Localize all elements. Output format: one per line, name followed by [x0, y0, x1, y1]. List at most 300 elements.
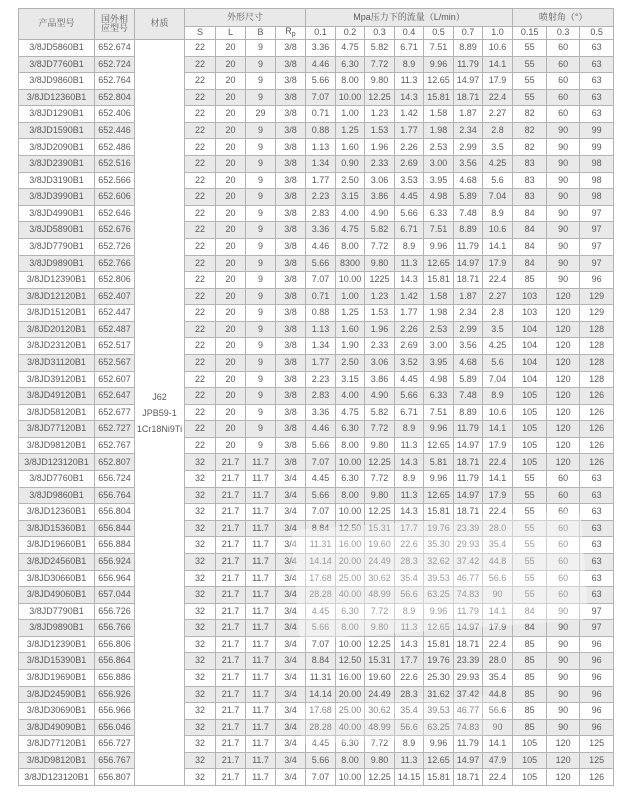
- flow-value-cell: 31.62: [424, 686, 454, 703]
- flow-value-cell: 14.3: [395, 636, 424, 653]
- spray-angle-cell: 98: [580, 156, 614, 173]
- flow-value-cell: 28.0: [483, 653, 513, 670]
- flow-value-cell: 11.79: [454, 471, 483, 488]
- table-row: [19, 371, 614, 388]
- dim-b-cell: 11.7: [246, 719, 276, 736]
- foreign-model-cell: 656.884: [95, 537, 135, 554]
- foreign-model-cell: 656.844: [95, 520, 135, 537]
- spray-angle-cell: 120: [547, 354, 580, 371]
- spray-angle-cell: 97: [580, 238, 614, 255]
- flow-value-cell: 7.51: [424, 404, 454, 421]
- flow-value-cell: 63.25: [424, 587, 454, 604]
- spray-angle-cell: 104: [513, 321, 547, 338]
- dim-rp-cell: 3/4: [276, 686, 306, 703]
- flow-value-cell: 5.6: [483, 172, 513, 189]
- dim-b-cell: 9: [246, 404, 276, 421]
- spray-angle-cell: 55: [513, 89, 547, 106]
- spray-angle-cell: 90: [547, 189, 580, 206]
- flow-value-cell: 24.49: [365, 553, 395, 570]
- spray-angle-cell: 63: [580, 56, 614, 73]
- flow-value-cell: 2.27: [483, 288, 513, 305]
- flow-value-cell: 4.46: [306, 56, 336, 73]
- dim-l-cell: 20: [216, 354, 246, 371]
- flow-value-cell: 4.45: [395, 189, 424, 206]
- dim-rp-cell: 3/8: [276, 288, 306, 305]
- dim-rp-cell: 3/4: [276, 736, 306, 753]
- header-spray-0_5: 0.5: [580, 27, 614, 40]
- flow-value-cell: 30.62: [365, 570, 395, 587]
- flow-value-cell: 37.42: [454, 553, 483, 570]
- flow-value-cell: 14.97: [454, 620, 483, 637]
- product-model-cell: 3/8JD30660B1: [19, 570, 95, 587]
- material-line: JPB59-1: [142, 407, 177, 418]
- dim-rp-cell: 3/8: [276, 205, 306, 222]
- table-row: [19, 404, 614, 421]
- dim-l-cell: 20: [216, 73, 246, 90]
- flow-value-cell: 12.65: [424, 255, 454, 272]
- spray-angle-cell: 90: [547, 719, 580, 736]
- flow-value-cell: 2.23: [306, 189, 336, 206]
- table-body: [19, 40, 614, 786]
- flow-value-cell: 22.6: [395, 669, 424, 686]
- dim-s-cell: 22: [185, 205, 216, 222]
- foreign-model-cell: 656.886: [95, 669, 135, 686]
- flow-value-cell: 28.0: [483, 520, 513, 537]
- flow-value-cell: 20.00: [336, 553, 365, 570]
- spray-angle-cell: 96: [580, 686, 614, 703]
- flow-value-cell: 8.84: [306, 653, 336, 670]
- flow-value-cell: 1.77: [395, 305, 424, 322]
- flow-value-cell: 90: [483, 587, 513, 604]
- flow-value-cell: 14.3: [395, 504, 424, 521]
- table-row: [19, 106, 614, 123]
- table-row: [19, 553, 614, 570]
- dim-rp-cell: 3/8: [276, 305, 306, 322]
- foreign-model-cell: 656.964: [95, 570, 135, 587]
- flow-value-cell: 4.00: [336, 388, 365, 405]
- dim-b-cell: 9: [246, 321, 276, 338]
- header-flow-0_1: 0.1: [306, 27, 336, 40]
- foreign-model-cell: 652.677: [95, 404, 135, 421]
- product-model-cell: 3/8JD9890B1: [19, 620, 95, 637]
- flow-value-cell: 7.07: [306, 636, 336, 653]
- table-row: [19, 73, 614, 90]
- dim-l-cell: 20: [216, 40, 246, 57]
- flow-value-cell: 14.15: [395, 769, 424, 786]
- flow-value-cell: 4.75: [336, 40, 365, 57]
- flow-value-cell: 12.50: [336, 520, 365, 537]
- product-model-cell: 3/8JD5890B1: [19, 222, 95, 239]
- table-row: [19, 156, 614, 173]
- product-model-cell: 3/8JD12360B1: [19, 89, 95, 106]
- dim-s-cell: 32: [185, 454, 216, 471]
- spray-angle-cell: 129: [580, 305, 614, 322]
- flow-value-cell: 14.1: [483, 471, 513, 488]
- dim-l-cell: 20: [216, 321, 246, 338]
- flow-value-cell: 9.80: [365, 437, 395, 454]
- spray-angle-cell: 103: [513, 305, 547, 322]
- flow-value-cell: 1.96: [365, 321, 395, 338]
- spray-angle-cell: 60: [547, 587, 580, 604]
- table-row: [19, 189, 614, 206]
- dim-l-cell: 20: [216, 388, 246, 405]
- flow-value-cell: 7.04: [483, 371, 513, 388]
- flow-value-cell: 1.53: [365, 122, 395, 139]
- flow-value-cell: 74.83: [454, 719, 483, 736]
- flow-value-cell: 9.80: [365, 255, 395, 272]
- header-dim-b: B: [246, 27, 276, 40]
- flow-value-cell: 8.00: [336, 437, 365, 454]
- dim-rp-cell: 3/8: [276, 40, 306, 57]
- dim-b-cell: 11.7: [246, 471, 276, 488]
- dim-b-cell: 9: [246, 40, 276, 57]
- dim-s-cell: 22: [185, 354, 216, 371]
- spray-angle-cell: 104: [513, 338, 547, 355]
- flow-value-cell: 1.00: [336, 288, 365, 305]
- foreign-model-cell: 656.806: [95, 636, 135, 653]
- flow-value-cell: 1.25: [336, 122, 365, 139]
- spray-angle-cell: 128: [580, 321, 614, 338]
- spray-angle-cell: 90: [547, 620, 580, 637]
- table-row: [19, 338, 614, 355]
- product-model-cell: 3/8JD12390B1: [19, 272, 95, 289]
- flow-value-cell: 2.23: [306, 371, 336, 388]
- flow-value-cell: 5.66: [306, 437, 336, 454]
- flow-value-cell: 1.60: [336, 139, 365, 156]
- dim-s-cell: 32: [185, 553, 216, 570]
- table-row: [19, 620, 614, 637]
- rp-subscript: p: [291, 31, 296, 39]
- spray-angle-cell: 55: [513, 553, 547, 570]
- flow-value-cell: 8.9: [395, 603, 424, 620]
- flow-value-cell: 5.66: [395, 205, 424, 222]
- flow-value-cell: 3.36: [306, 40, 336, 57]
- product-model-cell: 3/8JD123120B1: [19, 454, 95, 471]
- spray-angle-cell: 104: [513, 371, 547, 388]
- dim-s-cell: 32: [185, 636, 216, 653]
- flow-value-cell: 15.31: [365, 520, 395, 537]
- product-model-cell: 3/8JD1290B1: [19, 106, 95, 123]
- flow-value-cell: 10.00: [336, 272, 365, 289]
- flow-value-cell: 12.65: [424, 620, 454, 637]
- dim-l-cell: 21.7: [216, 520, 246, 537]
- spray-angle-cell: 120: [547, 769, 580, 786]
- dim-rp-cell: 3/4: [276, 719, 306, 736]
- flow-value-cell: 3.36: [306, 404, 336, 421]
- flow-value-cell: 1.90: [336, 338, 365, 355]
- flow-value-cell: 2.99: [454, 139, 483, 156]
- flow-value-cell: 3.5: [483, 139, 513, 156]
- material-line: 1Cr18Ni9Ti: [136, 423, 183, 434]
- foreign-model-cell: 652.407: [95, 288, 135, 305]
- flow-value-cell: 11.31: [306, 537, 336, 554]
- flow-value-cell: 8.9: [483, 205, 513, 222]
- flow-value-cell: 18.71: [454, 636, 483, 653]
- flow-value-cell: 11.3: [395, 620, 424, 637]
- dim-l-cell: 21.7: [216, 487, 246, 504]
- dim-l-cell: 21.7: [216, 570, 246, 587]
- table-row: [19, 487, 614, 504]
- spray-angle-cell: 60: [547, 570, 580, 587]
- flow-value-cell: 2.8: [483, 122, 513, 139]
- header-spray-angle-group: 喷射角（°）: [513, 9, 614, 27]
- flow-value-cell: 9.80: [365, 73, 395, 90]
- spray-angle-cell: 90: [547, 272, 580, 289]
- flow-value-cell: 4.75: [336, 404, 365, 421]
- flow-value-cell: 37.42: [454, 686, 483, 703]
- flow-value-cell: 5.82: [365, 40, 395, 57]
- flow-value-cell: 1.53: [365, 305, 395, 322]
- spray-angle-cell: 63: [580, 471, 614, 488]
- flow-value-cell: 9.96: [424, 603, 454, 620]
- flow-value-cell: 10.00: [336, 504, 365, 521]
- dim-rp-cell: 3/4: [276, 570, 306, 587]
- flow-value-cell: 2.34: [454, 122, 483, 139]
- dim-s-cell: 22: [185, 172, 216, 189]
- flow-value-cell: 7.04: [483, 189, 513, 206]
- foreign-model-cell: 652.567: [95, 354, 135, 371]
- spray-angle-cell: 129: [580, 288, 614, 305]
- flow-value-cell: 8.89: [454, 222, 483, 239]
- spray-angle-cell: 126: [580, 454, 614, 471]
- flow-value-cell: 17.7: [395, 520, 424, 537]
- dim-b-cell: 9: [246, 89, 276, 106]
- dim-rp-cell: 3/4: [276, 620, 306, 637]
- flow-value-cell: 4.68: [454, 172, 483, 189]
- flow-value-cell: 11.79: [454, 421, 483, 438]
- flow-value-cell: 12.25: [365, 504, 395, 521]
- dim-s-cell: 22: [185, 56, 216, 73]
- flow-value-cell: 7.07: [306, 454, 336, 471]
- flow-value-cell: 4.98: [424, 189, 454, 206]
- flow-value-cell: 14.97: [454, 255, 483, 272]
- flow-value-cell: 1.13: [306, 139, 336, 156]
- flow-value-cell: 4.75: [336, 222, 365, 239]
- dim-l-cell: 21.7: [216, 752, 246, 769]
- dim-l-cell: 20: [216, 338, 246, 355]
- flow-value-cell: 44.8: [483, 553, 513, 570]
- spray-angle-cell: 97: [580, 205, 614, 222]
- flow-value-cell: 35.4: [395, 703, 424, 720]
- spray-angle-cell: 96: [580, 669, 614, 686]
- header-product-model: 产品型号: [19, 9, 95, 40]
- foreign-model-cell: 657.044: [95, 587, 135, 604]
- product-model-cell: 3/8JD24590B1: [19, 686, 95, 703]
- foreign-model-cell: 652.447: [95, 305, 135, 322]
- spray-angle-cell: 105: [513, 454, 547, 471]
- dim-s-cell: 22: [185, 437, 216, 454]
- dim-s-cell: 22: [185, 238, 216, 255]
- dim-b-cell: 9: [246, 354, 276, 371]
- flow-value-cell: 9.80: [365, 487, 395, 504]
- spray-angle-cell: 63: [580, 570, 614, 587]
- spray-angle-cell: 55: [513, 587, 547, 604]
- dim-b-cell: 9: [246, 139, 276, 156]
- spray-angle-cell: 120: [547, 437, 580, 454]
- flow-value-cell: 9.80: [365, 620, 395, 637]
- dim-b-cell: 9: [246, 305, 276, 322]
- dim-b-cell: 9: [246, 156, 276, 173]
- spray-angle-cell: 96: [580, 636, 614, 653]
- dim-rp-cell: 3/4: [276, 636, 306, 653]
- flow-value-cell: 11.79: [454, 56, 483, 73]
- flow-value-cell: 11.3: [395, 255, 424, 272]
- flow-value-cell: 4.00: [336, 205, 365, 222]
- spray-angle-cell: 90: [547, 172, 580, 189]
- dim-s-cell: 22: [185, 40, 216, 57]
- dim-l-cell: 21.7: [216, 653, 246, 670]
- dim-s-cell: 22: [185, 156, 216, 173]
- table-row: [19, 454, 614, 471]
- flow-value-cell: 3.06: [365, 172, 395, 189]
- flow-value-cell: 6.30: [336, 736, 365, 753]
- dim-b-cell: 29: [246, 106, 276, 123]
- product-model-cell: 3/8JD39120B1: [19, 371, 95, 388]
- header-flow-group: Mpa压力下的流量（L/min）: [306, 9, 513, 27]
- dim-rp-cell: 3/8: [276, 354, 306, 371]
- dim-l-cell: 21.7: [216, 703, 246, 720]
- flow-value-cell: 18.71: [454, 454, 483, 471]
- foreign-model-cell: 656.727: [95, 736, 135, 753]
- flow-value-cell: 5.6: [483, 354, 513, 371]
- spray-angle-cell: 82: [513, 122, 547, 139]
- flow-value-cell: 44.8: [483, 686, 513, 703]
- table-row: [19, 736, 614, 753]
- flow-value-cell: 6.71: [395, 404, 424, 421]
- dim-b-cell: 9: [246, 189, 276, 206]
- dim-l-cell: 20: [216, 172, 246, 189]
- spray-angle-cell: 84: [513, 222, 547, 239]
- spray-angle-cell: 90: [547, 139, 580, 156]
- spray-angle-cell: 63: [580, 537, 614, 554]
- spray-angle-cell: 63: [580, 89, 614, 106]
- foreign-model-cell: 652.606: [95, 189, 135, 206]
- flow-value-cell: 18.71: [454, 89, 483, 106]
- foreign-model-cell: 656.804: [95, 504, 135, 521]
- flow-value-cell: 28.3: [395, 553, 424, 570]
- flow-value-cell: 2.69: [395, 156, 424, 173]
- spray-angle-cell: 125: [580, 736, 614, 753]
- flow-value-cell: 3.00: [424, 156, 454, 173]
- dim-s-cell: 22: [185, 305, 216, 322]
- spray-angle-cell: 96: [580, 703, 614, 720]
- flow-value-cell: 9.80: [365, 752, 395, 769]
- dim-b-cell: 11.7: [246, 653, 276, 670]
- flow-value-cell: 18.71: [454, 272, 483, 289]
- dim-b-cell: 9: [246, 272, 276, 289]
- table-row: [19, 636, 614, 653]
- flow-value-cell: 25.30: [424, 669, 454, 686]
- flow-value-cell: 2.50: [336, 172, 365, 189]
- flow-value-cell: 23.39: [454, 653, 483, 670]
- flow-value-cell: 2.83: [306, 205, 336, 222]
- dim-rp-cell: 3/4: [276, 553, 306, 570]
- foreign-model-cell: 652.807: [95, 454, 135, 471]
- table-row: [19, 520, 614, 537]
- flow-value-cell: 14.3: [395, 272, 424, 289]
- flow-value-cell: 4.45: [306, 736, 336, 753]
- table-row: [19, 752, 614, 769]
- flow-value-cell: 10.00: [336, 454, 365, 471]
- spray-angle-cell: 85: [513, 653, 547, 670]
- dim-rp-cell: 3/8: [276, 73, 306, 90]
- product-model-cell: 3/8JD7760B1: [19, 471, 95, 488]
- spray-angle-cell: 120: [547, 371, 580, 388]
- flow-value-cell: 4.46: [306, 421, 336, 438]
- foreign-model-cell: 656.807: [95, 769, 135, 786]
- spray-angle-cell: 84: [513, 205, 547, 222]
- dim-s-cell: 22: [185, 89, 216, 106]
- product-model-cell: 3/8JD12390B1: [19, 636, 95, 653]
- flow-value-cell: 22.4: [483, 769, 513, 786]
- product-model-cell: 3/8JD3990B1: [19, 189, 95, 206]
- flow-value-cell: 8.00: [336, 620, 365, 637]
- flow-value-cell: 35.4: [483, 537, 513, 554]
- spray-angle-cell: 90: [547, 669, 580, 686]
- spray-angle-cell: 104: [513, 354, 547, 371]
- foreign-model-cell: 656.864: [95, 653, 135, 670]
- dim-rp-cell: 3/8: [276, 272, 306, 289]
- spray-angle-cell: 90: [547, 205, 580, 222]
- product-model-cell: 3/8JD12120B1: [19, 288, 95, 305]
- spray-angle-cell: 85: [513, 636, 547, 653]
- flow-value-cell: 0.90: [336, 156, 365, 173]
- product-model-cell: 3/8JD9860B1: [19, 73, 95, 90]
- foreign-model-cell: 656.966: [95, 703, 135, 720]
- spray-angle-cell: 120: [547, 288, 580, 305]
- flow-value-cell: 5.66: [306, 620, 336, 637]
- flow-value-cell: 29.93: [454, 669, 483, 686]
- dim-l-cell: 20: [216, 222, 246, 239]
- spray-angle-cell: 55: [513, 471, 547, 488]
- flow-value-cell: 8.9: [395, 471, 424, 488]
- foreign-model-cell: 652.726: [95, 238, 135, 255]
- product-model-cell: 3/8JD12360B1: [19, 504, 95, 521]
- spray-angle-cell: 120: [547, 404, 580, 421]
- flow-value-cell: 7.72: [365, 56, 395, 73]
- dim-rp-cell: 3/8: [276, 56, 306, 73]
- dim-b-cell: 11.7: [246, 669, 276, 686]
- dim-rp-cell: 3/4: [276, 520, 306, 537]
- dim-l-cell: 21.7: [216, 719, 246, 736]
- flow-value-cell: 39.53: [424, 703, 454, 720]
- product-model-cell: 3/8JD98120B1: [19, 437, 95, 454]
- flow-value-cell: 17.9: [483, 255, 513, 272]
- flow-value-cell: 3.53: [395, 172, 424, 189]
- dim-l-cell: 20: [216, 56, 246, 73]
- spray-angle-cell: 60: [547, 553, 580, 570]
- spray-angle-cell: 55: [513, 487, 547, 504]
- header-foreign-model: [95, 9, 135, 40]
- header-flow-0_7: 0.7: [454, 27, 483, 40]
- dim-l-cell: 20: [216, 371, 246, 388]
- flow-value-cell: 39.53: [424, 570, 454, 587]
- dim-rp-cell: 3/8: [276, 437, 306, 454]
- product-model-cell: 3/8JD24560B1: [19, 553, 95, 570]
- flow-value-cell: 16.00: [336, 537, 365, 554]
- spray-angle-cell: 126: [580, 388, 614, 405]
- flow-value-cell: 17.68: [306, 570, 336, 587]
- flow-value-cell: 8.9: [395, 56, 424, 73]
- dim-s-cell: 32: [185, 653, 216, 670]
- product-model-cell: 3/8JD3190B1: [19, 172, 95, 189]
- flow-value-cell: 0.88: [306, 305, 336, 322]
- flow-value-cell: 3.86: [365, 189, 395, 206]
- spray-angle-cell: 85: [513, 669, 547, 686]
- dim-b-cell: 11.7: [246, 603, 276, 620]
- dim-rp-cell: 3/8: [276, 388, 306, 405]
- dim-l-cell: 20: [216, 437, 246, 454]
